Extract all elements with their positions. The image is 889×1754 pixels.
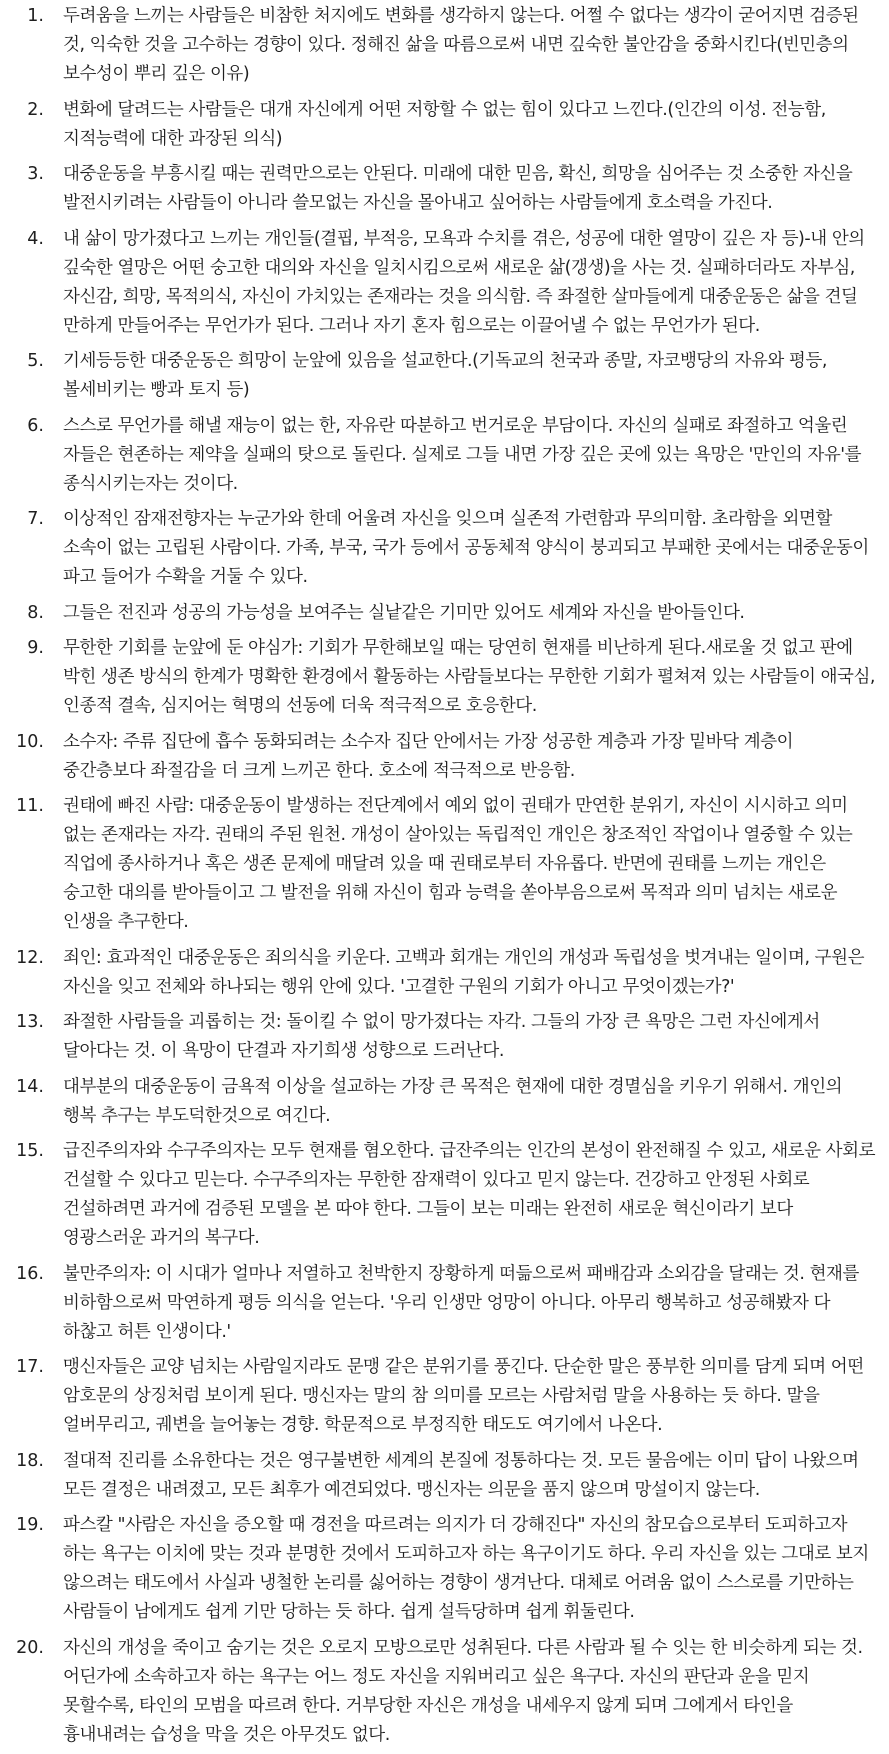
list-item [0,225,879,341]
list-item-number: 9. [27,638,44,658]
list-item [0,1634,879,1750]
list-item-text: 소수자: 주류 집단에 흡수 동화되려는 소수자 집단 안에서는 가장 성공한 계층과 가장 밑바닥 계층이 중간층보다 좌절감을 더 크게 느끼곤 한다. 호소에 적극적으로 반응함. [63,731,794,781]
list-item-text: 이상적인 잠재전향자는 누군가와 한데 어울려 자신을 잊으며 실존적 가련함과 무의미함. 초라함을 외면할 소속이 없는 고립된 사람이다. 가족, 부국, 국가 등에서 공동체적 양식이 붕괴되고 부패한 곳에서는 대중운동이 파고 들어가 수확을 거둘 수 있다. [63,509,869,587]
list-item-number: 15. [16,1141,44,1161]
list-item-number: 1. [27,6,44,26]
list-item [0,1073,879,1131]
list-item [0,1008,879,1066]
list-item [0,1260,879,1347]
list-item-number: 5. [27,351,44,371]
list-item-text: 그들은 전진과 성공의 가능성을 보여주는 실낱같은 기미만 있어도 세계와 자신을 받아들인다. [63,602,745,623]
list-item [0,944,879,1002]
list-item [0,728,879,786]
list-item [0,1511,879,1627]
list-item-text: 변화에 달려드는 사람들은 대개 자신에게 어떤 저항할 수 없는 힘이 있다고 느낀다.(인간의 이성. 전능함, 지적능력에 대한 과장된 의식) [63,99,826,149]
list-item-text: 권태에 빠진 사람: 대중운동이 발생하는 전단계에서 예외 없이 권태가 만연한 분위기, 자신이 시시하고 의미 없는 존재라는 자각. 권태의 주된 원천. 개성이 살아있는 독립적인 개인은 창조적인 작업이나 열중할 수 있는 직업에 종사하거나 혹은 생존 문제에 매달려 있을 때 권태로부터 자유롭다. 반면에 권태를 느끼는 개인은 숭고한 대의를 받아들이고 그 발전을 위해 자신이 힘과 능력을 쏟아부음으로써 목적과 의미 넘치는 새로운 인생을 추구한다. [63,796,853,932]
numbered-list [0,2,879,1750]
list-item-number: 11. [16,796,44,816]
list-item [0,634,879,721]
list-item-text: 파스칼 "사람은 자신을 증오할 때 경전을 따르려는 의지가 더 강해진다" 자신의 참모습으로부터 도피하고자 하는 욕구는 이치에 맞는 것과 분명한 것에서 도피하고자 하는 욕구이기도 하다. 우리 자신을 있는 그대로 보지 않으려는 태도에서 사실과 냉철한 논리를 싫어하는 경향이 생겨난다. 대체로 어려움 없이 스스로를 기만하는 사람들이 남에게도 쉽게 기만 당하는 듯 하다. 쉽게 설득당하며 쉽게 휘둘린다. [63,1515,869,1622]
list-item [0,412,879,499]
list-item-text: 불만주의자: 이 시대가 얼마나 저열하고 천박한지 장황하게 떠듦으로써 패배감과 소외감을 달래는 것. 현재를 비하함으로써 막연하게 평등 의식을 얻는다. '우리 인생만 엉망이 아니다. 아무리 행복하고 성공해봤자 다 하찮고 허튼 인생이다.' [63,1263,859,1342]
list-item-number: 4. [27,228,44,249]
list-item-text: 절대적 진리를 소유한다는 것은 영구불변한 세계의 본질에 정통하다는 것. 모든 물음에는 이미 답이 나왔으며 모든 결정은 내려졌고, 모든 최후가 예견되었다. 맹신자는 의문을 품지 않으며 망설이지 않는다. [63,1450,859,1500]
list-item-text: 좌절한 사람들을 괴롭히는 것: 돌이킬 수 없이 망가졌다는 자각. 그들의 가장 큰 욕망은 그런 자신에게서 달아다는 것. 이 욕망이 단결과 자기희생 성향으로 드러난다. [63,1012,820,1061]
list-item-number: 6. [27,415,44,436]
list-item-text: 두려움을 느끼는 사람들은 비참한 처지에도 변화를 생각하지 않는다. 어쩔 수 없다는 생각이 굳어지면 검증된 것, 익숙한 것을 고수하는 경향이 있다. 정해진 삶을 따름으로써 내면 깊숙한 불안감을 중화시킨다(빈민층의 보수성이 뿌리 깊은 이유) [63,6,859,84]
list-item-text: 무한한 기회를 눈앞에 둔 야심가: 기회가 무한해보일 때는 당연히 현재를 비난하게 된다.새로울 것 없고 판에 박힌 생존 방식의 한계가 명확한 환경에서 활동하는 사람들보다는 무한한 기회가 펼쳐져 있는 사람들이 애국심, 인종적 결속, 심지어는 혁명의 선동에 더욱 적극적으로 호응한다. [63,638,876,716]
list-item-number: 16. [16,1263,44,1284]
list-item-number: 20. [16,1637,44,1658]
list-item-text: 기세등등한 대중운동은 희망이 눈앞에 있음을 설교한다.(기독교의 천국과 종말, 자코뱅당의 자유와 평등, 볼세비키는 빵과 토지 등) [63,351,827,400]
list-item [0,2,879,89]
list-item-number: 3. [27,164,44,184]
list-item-text: 대부분의 대중운동이 금욕적 이상을 설교하는 가장 큰 목적은 현재에 대한 경멸심을 키우기 위해서. 개인의 행복 추구는 부도덕한것으로 여긴다. [63,1076,843,1126]
list-item-number: 19. [16,1515,44,1535]
list-item-text: 자신의 개성을 죽이고 숨기는 것은 오로지 모방으로만 성취된다. 다른 사람과 될 수 잇는 한 비슷하게 되는 것. 어딘가에 소속하고자 하는 욕구는 어느 정도 자신을 지워버리고 싶은 욕구다. 자신의 판단과 운을 믿지 못할수록, 타인의 모범을 따르려 한다. 거부당한 자신은 개성을 내세우지 않게 되며 그에게서 타인을 흉내내려는 습성을 막을 것은 아무것도 없다. [63,1637,863,1745]
list-item [0,160,879,218]
list-item-number: 14. [16,1076,44,1097]
list-item [0,599,879,628]
list-item-number: 18. [16,1450,44,1471]
list-item-number: 12. [16,947,44,968]
list-item-text: 내 삶이 망가졌다고 느끼는 개인들(결핍, 부적응, 모욕과 수치를 겪은, 성공에 대한 열망이 깊은 자 등)-내 안의 깊숙한 열망은 어떤 숭고한 대의와 자신을 일치시킴으로써 새로운 삶(갱생)을 사는 것. 실패하더라도 자부심, 자신감, 희망, 목적의식, 자신이 가치있는 존재라는 것을 의식함. 즉 좌절한 살마들에게 대중운동은 삶을 견딜 만하게 만들어주는 무언가가 된다. 그러나 자기 혼자 힘으로는 이끌어낼 수 없는 무언가가 된다. [63,228,865,336]
list-item-number: 8. [27,602,44,623]
list-item-number: 17. [16,1357,44,1377]
list-item [0,1137,879,1253]
list-item-number: 10. [16,731,44,752]
list-item [0,792,879,937]
list-item-text: 죄인: 효과적인 대중운동은 죄의식을 키운다. 고백과 회개는 개인의 개성과 독립성을 벗겨내는 일이며, 구원은 자신을 잊고 전체와 하나되는 행위 안에 있다. '고결한 구원의 기회가 아니고 무엇이겠는가?' [63,947,865,997]
list-item [0,1447,879,1505]
list-item-text: 맹신자들은 교양 넘치는 사람일지라도 문맹 같은 분위기를 풍긴다. 단순한 말은 풍부한 의미를 담게 되며 어떤 암호문의 상징처럼 보이게 된다. 맹신자는 말의 참 의미를 모르는 사람처럼 말을 사용하는 듯 하다. 말을 얼버무리고, 궤변을 늘어놓는 경향. 학문적으로 부정직한 태도도 여기에서 나온다. [63,1357,864,1435]
list-item-number: 7. [27,509,44,529]
list-item [0,96,879,154]
list-item [0,505,879,592]
list-item-text: 대중운동을 부흥시킬 때는 권력만으로는 안된다. 미래에 대한 믿음, 확신, 희망을 심어주는 것 소중한 자신을 발전시키려는 사람들이 아니라 쓸모없는 자신을 몰아내고 싶어하는 사람들에게 호소력을 가진다. [63,164,853,213]
list-item [0,1353,879,1440]
list-item-text: 스스로 무언가를 해낼 재능이 없는 한, 자유란 따분하고 번거로운 부담이다. 자신의 실패로 좌절하고 억울린 자들은 현존하는 제약을 실패의 탓으로 돌린다. 실제로 그들 내면 가장 깊은 곳에 있는 욕망은 '만인의 자유'를 종식시키는자는 것이다. [63,415,862,494]
list-item-number: 2. [27,99,44,120]
list-item-text: 급진주의자와 수구주의자는 모두 현재를 혐오한다. 급잔주의는 인간의 본성이 완전해질 수 있고, 새로운 사회로 건설할 수 있다고 믿는다. 수구주의자는 무한한 잠재력이 있다고 믿지 않는다. 건강하고 안정된 사회로 건설하려면 과거에 검증된 모델을 본 따야 한다. 그들이 보는 미래는 완전히 새로운 혁신이라기 보다 영광스러운 과거의 복구다. [63,1141,876,1248]
list-item [0,347,879,405]
list-item-number: 13. [16,1012,44,1032]
